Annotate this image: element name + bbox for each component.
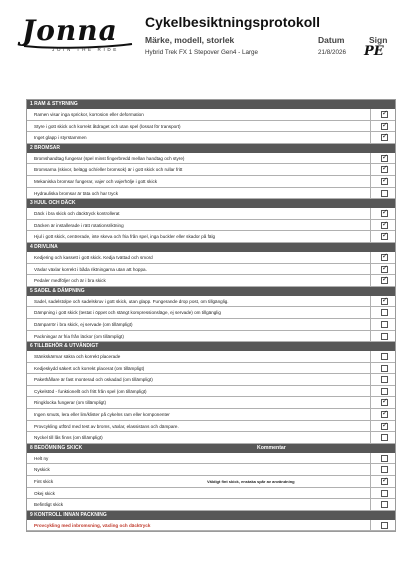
logo-tagline: JOIN THE RIDE (52, 47, 119, 52)
checklist-item-text: Helt ny (34, 455, 49, 461)
section-title: 3 HJUL OCH DÄCK (30, 200, 76, 207)
checklist-row (27, 386, 395, 398)
checklist-item-text: Nyskick (34, 467, 50, 473)
checklist-item-text: Ingen smuts, lera eller lim/klister på cykelns ram eller komponenter (34, 412, 170, 418)
checkbox[interactable] (381, 266, 388, 273)
column-divider (370, 464, 371, 475)
column-divider (370, 499, 371, 510)
checkmark-icon: ✓ (382, 421, 388, 429)
checkbox[interactable] (381, 388, 388, 395)
checkbox[interactable] (381, 309, 388, 316)
checkmark-icon: ✓ (382, 209, 388, 217)
column-divider (370, 231, 371, 242)
column-divider (370, 164, 371, 175)
checklist-item-text: Däck i bra skick och däcktryck kontrollerat (34, 211, 120, 217)
column-divider (370, 488, 371, 499)
checklist-row (27, 351, 395, 363)
bike-label: Märke, modell, storlek (145, 35, 235, 45)
section-header (27, 444, 395, 453)
checkbox[interactable] (381, 277, 388, 284)
checkbox[interactable] (381, 222, 388, 229)
checkbox[interactable] (381, 298, 388, 305)
checklist-row (27, 307, 395, 319)
checklist-table (26, 99, 396, 532)
column-divider (370, 121, 371, 132)
logo-wordmark: Jonna (22, 14, 118, 47)
checkbox[interactable] (381, 399, 388, 406)
condition-comment: Väldigt fint skick, enstaka spår av användning (207, 479, 295, 485)
checklist-row (27, 374, 395, 386)
checklist-item-text: Bromsarna (skivor, belägg och/eller bromsok) är i gott skick och rullar fritt (34, 167, 183, 173)
checklist-row (27, 499, 395, 511)
checklist-item-text: Kedjeskydd säkert och korrekt placerat (om tillämpligt) (34, 365, 145, 371)
checkmark-icon: ✓ (382, 232, 388, 240)
checklist-row (27, 220, 395, 232)
checklist-item-text: Pedaler medföljer och är i bra skick (34, 278, 106, 284)
column-divider (370, 264, 371, 275)
column-divider (370, 307, 371, 318)
column-divider (370, 275, 371, 286)
checklist-item-text: Ringklocka fungerar (om tillämpligt) (34, 400, 106, 406)
checklist-row (27, 231, 395, 243)
checkbox[interactable] (381, 190, 388, 197)
checkbox[interactable] (381, 111, 388, 118)
checklist-item-text: Befintligt skick (34, 502, 64, 508)
column-divider (370, 176, 371, 187)
checklist-item-text: Okej skick (34, 490, 55, 496)
checklist-item-text: Dämparrör i bra skick, ej servade (om tillämpligt) (34, 321, 133, 327)
checkbox[interactable] (381, 210, 388, 217)
checkmark-icon: ✓ (382, 296, 388, 304)
checklist-row (27, 421, 395, 433)
column-divider (370, 409, 371, 420)
column-divider (370, 220, 371, 231)
checkbox[interactable] (381, 376, 388, 383)
section-title: 1 RAM & STYRNING (30, 101, 78, 107)
checkbox[interactable] (381, 178, 388, 185)
checkbox[interactable] (381, 365, 388, 372)
section-title: 6 TILLBEHÖR & UTVÄNDIGT (30, 343, 99, 350)
checklist-item-text: Provcykling med inbromsning, växling och däcktryck (34, 522, 151, 528)
sign-label: Sign (369, 35, 388, 45)
section-title: 4 DRIVLINA (30, 243, 58, 250)
checkbox[interactable] (381, 411, 388, 418)
checklist-item-text: Växlar växlar korrekt i båda riktningarna utan att hoppa. (34, 266, 147, 272)
checklist-item-text: Cykelstöd - funktionellt och fritt från spel (om tillämpligt) (34, 388, 147, 394)
column-divider (370, 363, 371, 374)
checkbox[interactable] (381, 490, 388, 497)
checkbox[interactable] (381, 423, 388, 430)
section-header (27, 342, 395, 351)
checklist-item-text: Styre i gott skick och korrekt åtdraget och utan spel (lossat för transport) (34, 123, 181, 129)
checkmark-icon: ✓ (382, 220, 388, 228)
section-header (27, 100, 395, 109)
date-label: Datum (318, 35, 345, 45)
section-title: 8 BEDÖMNING SKICK (30, 444, 83, 451)
column-divider (370, 453, 371, 464)
column-divider (370, 188, 371, 199)
column-divider (370, 476, 371, 487)
column-divider (370, 109, 371, 120)
jonna-logo (22, 16, 134, 60)
checklist-row (27, 176, 395, 188)
section-header (27, 287, 395, 296)
checklist-item-text: Däcken är installerade i rätt rotationsriktning (34, 222, 124, 228)
column-divider (370, 421, 371, 432)
checkmark-icon: ✓ (382, 121, 388, 129)
column-divider (370, 331, 371, 342)
column-divider (370, 374, 371, 385)
column-divider (370, 296, 371, 307)
checklist-row (27, 319, 395, 331)
section-title: 9 KONTROLL INNAN PACKNING (30, 511, 107, 518)
checklist-row (27, 476, 395, 488)
checkmark-icon: ✓ (382, 165, 388, 173)
section-header (27, 511, 395, 520)
checklist-row (27, 397, 395, 409)
checklist-item-text: Inget glapp i styrstammen (34, 135, 87, 141)
checkmark-icon: ✓ (382, 398, 388, 406)
checklist-row (27, 164, 395, 176)
document-title: Cykelbesiktningsprotokoll (145, 14, 321, 30)
column-divider (370, 252, 371, 263)
column-divider (370, 132, 371, 143)
checkbox[interactable] (381, 333, 388, 340)
section-title: 5 SADEL & DÄMPNING (30, 287, 85, 294)
checklist-row (27, 188, 395, 200)
checklist-item-text: Kedjering och kassett i gott skick. Kedja tvättad och smord (34, 254, 153, 260)
section-title: 2 BROMSAR (30, 144, 61, 151)
checklist-item-text: Ramen visar inga sprickor, korrosion eller deformation (34, 112, 144, 117)
checkmark-icon: ✓ (382, 276, 388, 284)
column-divider (370, 351, 371, 362)
checkbox[interactable] (381, 478, 388, 485)
checkbox[interactable] (381, 321, 388, 328)
checklist-row (27, 363, 395, 375)
checkmark-icon: ✓ (382, 410, 388, 418)
checklist-row (27, 208, 395, 220)
checkbox[interactable] (381, 466, 388, 473)
column-divider (370, 520, 371, 531)
checklist-row (27, 109, 395, 121)
checklist-item-text: Pakethållare är fast monterad och oskadad (om tillämpligt) (34, 377, 153, 383)
checkbox[interactable] (381, 155, 388, 162)
column-divider (370, 432, 371, 443)
checklist-item-text: Nyckel till lås finns (om tillämpligt) (34, 435, 103, 441)
checkmark-icon: ✓ (382, 252, 388, 260)
column-divider (370, 153, 371, 164)
checklist-row (27, 275, 395, 287)
checklist-row (27, 132, 395, 144)
checkbox[interactable] (381, 353, 388, 360)
checklist-row (27, 432, 395, 444)
checklist-item-text: Bromshandtag fungerar (spel minst fingerbredd mellan handtag och styre) (34, 155, 185, 161)
checklist-row (27, 453, 395, 465)
checkmark-icon: ✓ (382, 264, 388, 272)
checklist-item-text: Mekaniska bromsar fungerar, vajer och vajerhölje i gott skick (34, 178, 158, 184)
column-divider (370, 386, 371, 397)
checkbox[interactable] (381, 123, 388, 130)
checklist-row (27, 264, 395, 276)
checkbox[interactable] (381, 522, 388, 529)
checklist-row (27, 409, 395, 421)
checklist-row (27, 252, 395, 264)
checklist-row (27, 296, 395, 308)
comment-column-header: Kommentar (257, 444, 286, 451)
checkbox[interactable] (381, 166, 388, 173)
checkmark-icon: ✓ (382, 133, 388, 141)
checklist-row (27, 121, 395, 133)
column-divider (370, 397, 371, 408)
section-header (27, 199, 395, 208)
column-divider (370, 319, 371, 330)
checkmark-icon: ✓ (382, 110, 388, 117)
date-value: 21/8/2026 (318, 49, 347, 56)
checklist-item-text: Dämpning i gott skick (testat i öppet och stängt kompressionsläge, ej servade) om tillgänglig (34, 310, 221, 316)
section-header (27, 243, 395, 252)
checklist-item-text: Sadel, sadelstolpe och sadelskruv i gott skick, utan glapp. Fungerande drop post, om tillgänglig. (34, 298, 229, 304)
checklist-row (27, 464, 395, 476)
checklist-row (27, 153, 395, 165)
checklist-item-text: Hjul i gott skick, centrerade, inte skeva och fria från spel, inga buckler eller skador på fälg (34, 234, 216, 240)
checkbox[interactable] (381, 455, 388, 462)
section-header (27, 144, 395, 153)
checkbox[interactable] (381, 233, 388, 240)
checkmark-icon: ✓ (382, 477, 388, 485)
checklist-item-text: Provcykling utförd med test av broms, växlar, elassistans och dämpare. (34, 423, 179, 429)
checklist-row (27, 331, 395, 343)
checkbox[interactable] (381, 134, 388, 141)
column-divider (370, 208, 371, 219)
checklist-item-text: Packningar är fria från läckor (om tillämpligt) (34, 333, 124, 339)
checkmark-icon: ✓ (382, 153, 388, 161)
checklist-row (27, 520, 395, 532)
checklist-item-text: Fint skick (34, 479, 54, 485)
checklist-item-text: Hydrauliska bromsar är täta och har tryck (34, 190, 118, 196)
bike-value: Hybrid Trek FX 1 Stepover Gen4 - Large (145, 49, 259, 56)
checkbox[interactable] (381, 254, 388, 261)
checkbox[interactable] (381, 501, 388, 508)
checkbox[interactable] (381, 434, 388, 441)
checklist-row (27, 488, 395, 500)
checkmark-icon: ✓ (382, 176, 388, 184)
signature: PE (364, 44, 384, 59)
checklist-item-text: Stänkskärmar säkra och korrekt placerade (34, 354, 121, 360)
